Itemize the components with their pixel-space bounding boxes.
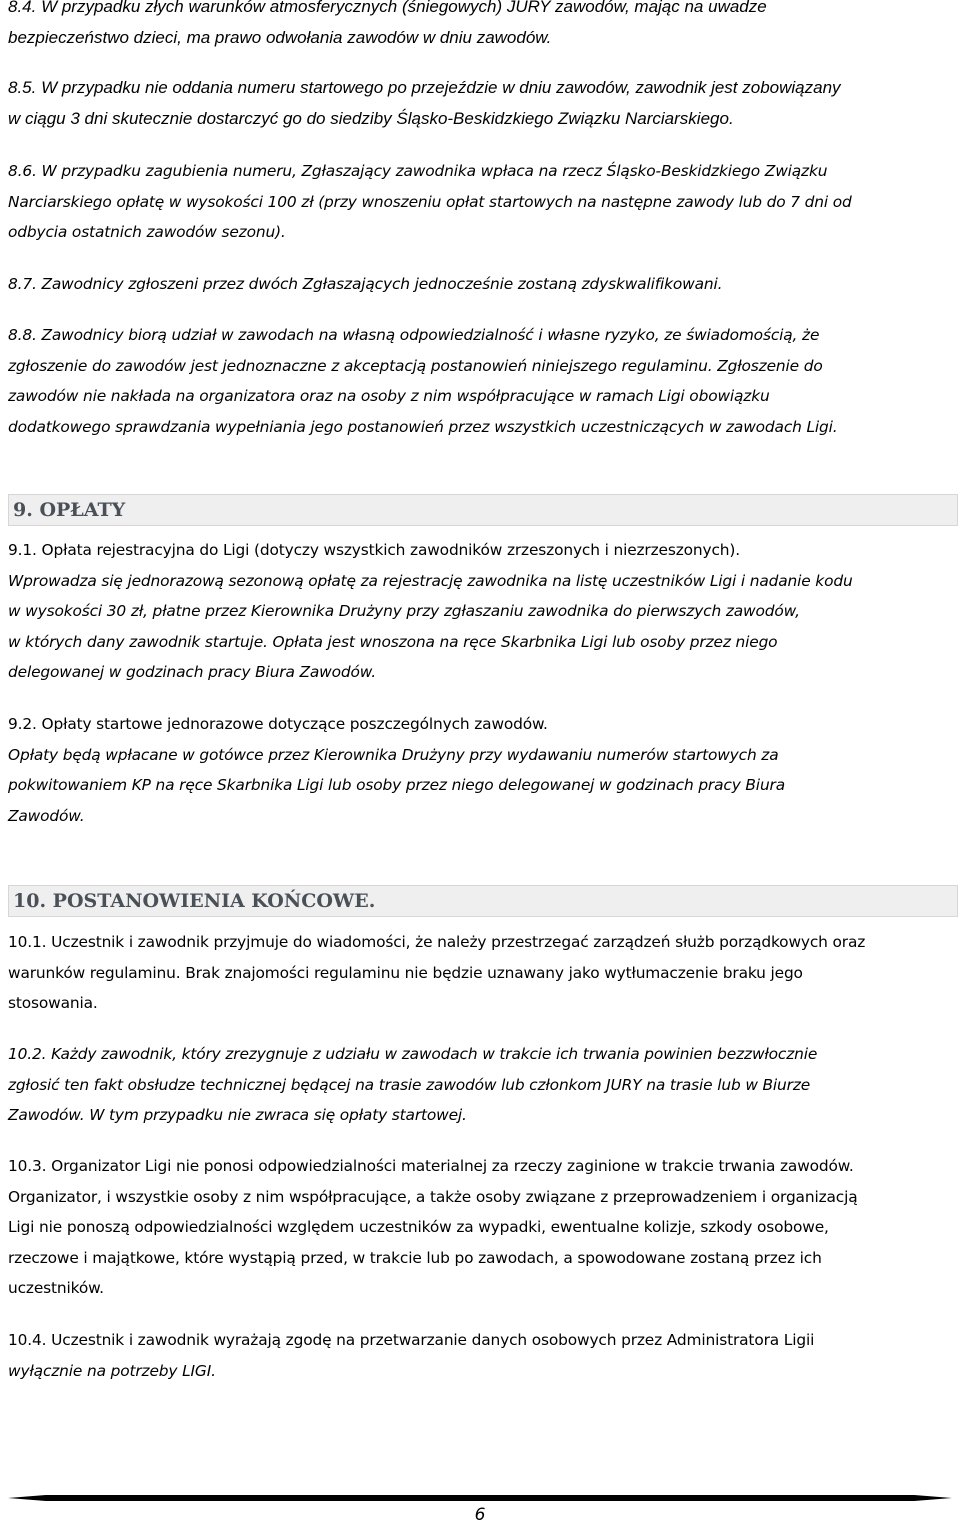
text-line: zgłoszenie do zawodów jest jednoznaczne z akceptacją postanowień niniejszego regulaminu. Zgłoszenie do <box>8 356 823 375</box>
text-line: 9.2. Opłaty startowe jednorazowe dotyczące poszczególnych zawodów. <box>8 715 548 733</box>
paragraph-9-2 <box>8 709 952 831</box>
text-line: pokwitowaniem KP na ręce Skarbnika Ligi lub osoby przez niego delegowanej w godzinach pracy Biura <box>8 776 786 794</box>
text-line: uczestników. <box>8 1279 104 1297</box>
paragraph-8-7 <box>8 269 952 300</box>
paragraph-10-1 <box>8 927 952 1019</box>
text-line: bezpieczeństwo dzieci, ma prawo odwołania zawodów w dniu zawodów. <box>8 27 552 47</box>
text-line: zawodów nie nakłada na organizatora oraz na osoby z nim współpracujące w ramach Ligi obowiązku <box>8 387 770 405</box>
text-line: stosowania. <box>8 994 98 1012</box>
paragraph-8-6 <box>8 156 952 248</box>
text-line: Organizator, i wszystkie osoby z nim współpracujące, a także osoby związane z przeprowadzeniem i organizacją <box>8 1187 858 1206</box>
text-line: Zawodów. <box>8 806 85 825</box>
text-line: w ciągu 3 dni skutecznie dostarczyć go do siedziby Śląsko-Beskidzkiego Związku Narciarskiego. <box>8 108 734 128</box>
text-line: 10.1. Uczestnik i zawodnik przyjmuje do wiadomości, że należy przestrzegać zarządzeń służb porządkowych oraz <box>8 933 866 951</box>
text-line: 10.2. Każdy zawodnik, który zrezygnuje z udziału w zawodach w trakcie ich trwania powinien bezzwłocznie <box>8 1045 818 1063</box>
paragraph-8-5 <box>8 73 952 134</box>
section-heading-final-provisions <box>8 885 958 917</box>
text-line: 10.4. Uczestnik i zawodnik wyrażają zgodę na przetwarzanie danych osobowych przez Administratora Ligii <box>8 1331 815 1349</box>
text-line: Narciarskiego opłatę w wysokości 100 zł (przy wnoszeniu opłat startowych na następne zawody lub do 7 dni od <box>8 192 852 211</box>
section-heading-fees <box>8 494 958 526</box>
text-line: rzeczowe i majątkowe, które wystąpią przed, w trakcie lub po zawodach, a spowodowane zostaną przez ich <box>8 1248 822 1267</box>
text-line: Wprowadza się jednorazową sezonową opłatę za rejestrację zawodnika na listę uczestników Ligi i nadanie kodu <box>8 571 853 590</box>
paragraph-9-1 <box>8 535 952 688</box>
text-line: 8.7. Zawodnicy zgłoszeni przez dwóch Zgłaszających jednocześnie zostaną zdyskwalifikowani. <box>8 275 723 293</box>
paragraph-10-2 <box>8 1039 952 1131</box>
paragraph-8-4 <box>8 0 952 53</box>
text-line: wyłącznie na potrzeby LIGI. <box>8 1361 216 1380</box>
text-line: Opłaty będą wpłacane w gotówce przez Kierownika Drużyny przy wydawaniu numerów startowych za <box>8 745 779 764</box>
text-line: dodatkowego sprawdzania wypełniania jego postanowień przez wszystkich uczestniczących w zawodach Ligi. <box>8 417 838 436</box>
section-title: 9. OPŁATY <box>13 499 126 521</box>
text-line: zgłosić ten fakt obsłudze technicznej będącej na trasie zawodów lub członkom JURY na trasie lub w Biurze <box>8 1075 811 1094</box>
text-line: Ligi nie ponoszą odpowiedzialności względem uczestników za wypadki, ewentualne kolizje, szkody osobowe, <box>8 1218 829 1236</box>
page-number: 6 <box>474 1505 486 1525</box>
text-line: 8.4. W przypadku złych warunków atmosferycznych (śniegowych) JURY zawodów, mając na uwadze <box>8 0 767 16</box>
text-line: 8.6. W przypadku zagubienia numeru, Zgłaszający zawodnika wpłaca na rzecz Śląsko-Beskidzkiego Związku <box>8 162 828 180</box>
text-line: Zawodów. W tym przypadku nie zwraca się opłaty startowej. <box>8 1106 467 1124</box>
text-line: 10.3. Organizator Ligi nie ponosi odpowiedzialności materialnej za rzeczy zaginione w trakcie trwania zawodów. <box>8 1157 854 1175</box>
text-line: 8.8. Zawodnicy biorą udział w zawodach na własną odpowiedzialność i własne ryzyko, ze świadomością, że <box>8 326 820 344</box>
text-line: 9.1. Opłata rejestracyjna do Ligi (dotyczy wszystkich zawodników zrzeszonych i niezrzeszonych). <box>8 541 741 559</box>
text-line: warunków regulaminu. Brak znajomości regulaminu nie będzie uznawany jako wytłumaczenie braku jego <box>8 963 803 982</box>
text-line: delegowanej w godzinach pracy Biura Zawodów. <box>8 663 376 681</box>
paragraph-10-4 <box>8 1325 952 1386</box>
section-title: 10. POSTANOWIENIA KOŃCOWE. <box>13 890 376 912</box>
text-line: w wysokości 30 zł, płatne przez Kierownika Drużyny przy zgłaszaniu zawodnika do pierwszych zawodów, <box>8 602 800 620</box>
text-line: w których dany zawodnik startuje. Opłata jest wnoszona na ręce Skarbnika Ligi lub osoby przez niego <box>8 632 778 651</box>
footer-divider <box>8 1495 952 1501</box>
paragraph-8-8 <box>8 320 952 442</box>
text-line: 8.5. W przypadku nie oddania numeru startowego po przejeździe w dniu zawodów, zawodnik jest zobowiązany <box>8 78 841 97</box>
paragraph-10-3 <box>8 1151 952 1304</box>
text-line: odbycia ostatnich zawodów sezonu). <box>8 223 286 241</box>
